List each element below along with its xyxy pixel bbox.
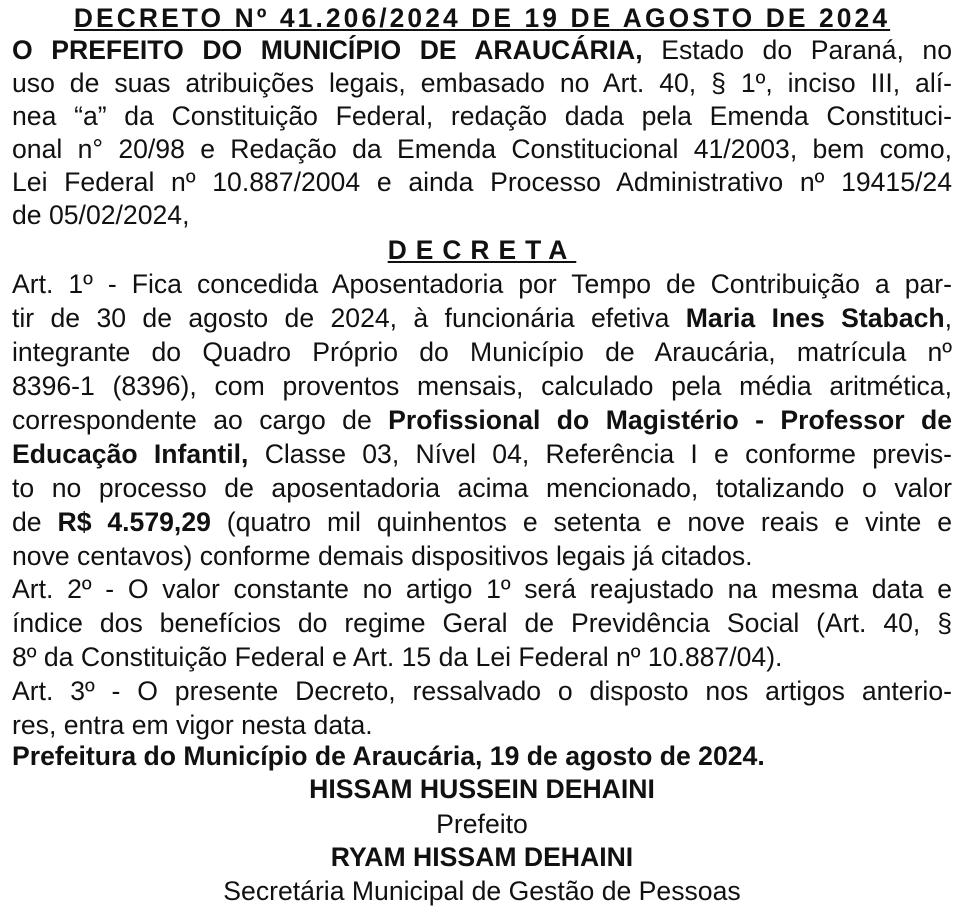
decreta-heading: DECRETA xyxy=(387,235,577,265)
art2-line-2: índice dos benefícios do regime Geral de Previdência Social (Art. 40, § xyxy=(12,608,952,638)
art1-line-6-rest: Classe 03, Nível 04, Referência I e conforme previs- xyxy=(248,439,952,469)
intro-line-6: de 05/02/2024, xyxy=(12,200,190,230)
intro-line-1 xyxy=(12,34,952,67)
pension-value: R$ 4.579,29 xyxy=(57,507,211,537)
art1-line-2 xyxy=(12,302,952,335)
art1-line-8-rest: (quatro mil quinhentos e setenta e nove reais e vinte e xyxy=(210,507,952,537)
art1-line-9: nove centavos) conforme demais dispositivos legais já citados. xyxy=(12,541,753,571)
art2-line-3: 8º da Constituição Federal e Art. 15 da Lei Federal nº 10.887/04). xyxy=(12,642,783,672)
art1-line-6 xyxy=(12,438,952,471)
art3-line-1: Art. 3º - O presente Decreto, ressalvado o disposto nos artigos anterio- xyxy=(12,676,952,706)
intro-line-1-rest: Estado do Paraná, no xyxy=(642,35,952,65)
intro-line-4: onal n° 20/98 e Redação da Emenda Constitucional 41/2003, bem como, xyxy=(12,134,952,164)
art1-line-2-text: tir de 30 de agosto de 2024, à funcionária efetiva xyxy=(12,303,686,333)
art1-line-2-comma: , xyxy=(944,303,953,333)
employee-name: Maria Ines Stabach xyxy=(685,303,945,333)
art1-line-8 xyxy=(12,506,952,539)
intro-line-2: uso de suas atribuições legais, embasado no Art. 40, § 1º, inciso III, alí- xyxy=(12,68,952,98)
art1-line-4: 8396-1 (8396), com proventos mensais, calculado pela média aritmética, xyxy=(12,371,952,401)
art1-line-1: Art. 1º - Fica concedida Aposentadoria por Tempo de Contribuição a par- xyxy=(12,269,952,299)
art1-line-3: integrante do Quadro Próprio do Município de Araucária, matrícula nº xyxy=(12,337,952,367)
art1-line-7: to no processo de aposentadoria acima mencionado, totalizando o valor xyxy=(12,473,952,503)
art1-line-8-text: de xyxy=(12,507,58,537)
art1-line-5 xyxy=(12,404,952,437)
art3-line-2: res, entra em vigor nesta data. xyxy=(12,710,373,740)
signature-name-2: RYAM HISSAM DEHAINI xyxy=(330,842,634,872)
signature-role-2: Secretária Municipal de Gestão de Pessoas xyxy=(223,876,741,906)
intro-line-3: nea “a” da Constituição Federal, redação dada pela Emenda Constituci- xyxy=(12,101,952,131)
mayor-heading: O PREFEITO DO MUNICÍPIO DE ARAUCÁRIA, xyxy=(12,35,643,65)
art1-line-5-text: correspondente ao cargo de xyxy=(12,405,389,435)
intro-line-5: Lei Federal nº 10.887/2004 e ainda Processo Administrativo nº 19415/24 xyxy=(12,167,952,197)
closing-line: Prefeitura do Município de Araucária, 19 de agosto de 2024. xyxy=(12,741,765,771)
signature-role-1: Prefeito xyxy=(436,809,528,839)
signature-name-1: HISSAM HUSSEIN DEHAINI xyxy=(309,774,655,804)
art2-line-1: Art. 2º - O valor constante no artigo 1º será reajustado na mesma data e xyxy=(12,574,952,604)
job-title-part-2: Educação Infantil, xyxy=(12,439,249,469)
job-title-part-1: Profissional do Magistério - Professor de xyxy=(388,405,953,435)
decree-title: DECRETO Nº 41.206/2024 DE 19 DE AGOSTO DE 2024 xyxy=(73,3,891,33)
